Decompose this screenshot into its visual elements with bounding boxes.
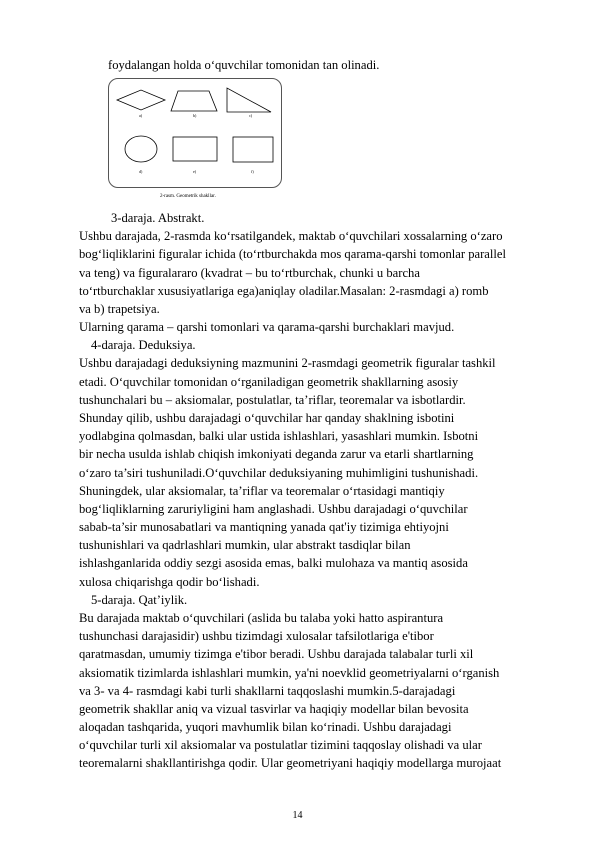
- rhombus-shape: [117, 90, 165, 110]
- paragraph-line: bir necha usulda ishlab chiqish imkoniyati deganda zarur va etarli shartlarning: [79, 447, 474, 461]
- square-shape: [233, 137, 273, 162]
- shape-label: c): [249, 113, 253, 118]
- paragraph-line: qaratmasdan, umumiy tizimga e'tibor beradi. Ushbu darajada talabalar turli xil: [79, 647, 474, 661]
- paragraph-line: etadi. O‘quvchilar tomonidan o‘rganiladigan geometrik shakllarning asosiy: [79, 375, 459, 389]
- paragraph-line: Bu darajada maktab o‘quvchilari (aslida bu talaba yoki hatto aspirantura: [79, 611, 444, 625]
- paragraph-line: teoremalarni shakllantirishga qodir. Ular geometriyani haqiqiy modellarga murojaat: [79, 756, 502, 770]
- paragraph-line: tushunchasi darajasidir) ushbu tizimdagi xulosalar tafsilotlariga e'tibor: [79, 629, 434, 643]
- paragraph-line: geometrik shakllar aniq va vizual tasvirlar va haqiqiy modellar bilan bevosita: [79, 702, 469, 716]
- page-number: 14: [292, 810, 303, 821]
- shapes-drawing: [109, 79, 283, 189]
- shape-label: f): [251, 169, 254, 174]
- shape-label: e): [193, 169, 197, 174]
- paragraph-line: o‘zaro ta’siri tushuniladi.O‘quvchilar deduksiyaning muhimligini tushunishadi.: [79, 466, 479, 480]
- paragraph-line: ishlashganlarida oddiy sezgi asosida emas, balki mulohaza va mantiq asosida: [79, 556, 468, 570]
- geometric-shapes-figure: [108, 78, 282, 188]
- paragraph-line: va 3- va 4- rasmdagi kabi turli shakllarni taqqoslashi mumkin.5-darajadagi: [79, 684, 456, 698]
- paragraph-line: tushunchalari bu – aksiomalar, postulatlar, ta’riflar, teoremalar va isbotlardir.: [79, 393, 466, 407]
- trapezoid-shape: [171, 91, 217, 111]
- section-heading: 5-daraja. Qat’iylik.: [91, 593, 188, 607]
- paragraph-line: to‘rtburchaklar xususiyatlariga ega)aniqlay oladilar.Masalan: 2-rasmdagi a) romb: [79, 284, 489, 298]
- figure-caption: 2-rasm. Geometrik shakllar.: [160, 194, 216, 199]
- paragraph-line: o‘quvchilar turli xil aksiomalar va postulatlar tizimini taqqoslay olishadi va ular: [79, 738, 482, 752]
- paragraph-line: Ushbu darajada, 2-rasmda ko‘rsatilgandek, maktab o‘quvchilari xossalarning o‘zaro: [79, 229, 503, 243]
- section-heading: 4-daraja. Deduksiya.: [91, 338, 196, 352]
- paragraph-line: Shunday qilib, ushbu darajadagi o‘quvchilar har qanday shaklning isbotini: [79, 411, 455, 425]
- intro-line: foydalangan holda o‘quvchilar tomonidan tan olinadi.: [108, 58, 380, 72]
- right-triangle-shape: [227, 88, 271, 112]
- paragraph-line: aksiomatik tizimlarda ishlashlari mumkin, ya'ni noevklid geometriyalarni o‘rganish: [79, 666, 500, 680]
- paragraph-line: Shuningdek, ular aksiomalar, ta’riflar va teoremalar o‘rtasidagi mantiqiy: [79, 484, 445, 498]
- paragraph-line: va teng) va figuralararo (kvadrat – bu to‘rtburchak, chunki u barcha: [79, 266, 420, 280]
- paragraph-line: va b) trapetsiya.: [79, 302, 160, 316]
- ellipse-shape: [125, 136, 157, 162]
- paragraph-line: tushunishlari va qadrlashlari mumkin, ular abstrakt tasdiqlar bilan: [79, 538, 411, 552]
- shape-label: a): [139, 113, 143, 118]
- paragraph-line: xulosa chiqarishga qodir bo‘lishadi.: [79, 575, 260, 589]
- paragraph-line: bog‘liqliklarning zaruriyligini ham anglashadi. Ushbu darajadagi o‘quvchilar: [79, 502, 468, 516]
- paragraph-line: Ularning qarama – qarshi tomonlari va qarama-qarshi burchaklari mavjud.: [79, 320, 455, 334]
- rectangle-shape: [173, 137, 217, 161]
- paragraph-line: bog‘liqliklarini figuralar ichida (to‘rtburchakda mos qarama-qarshi tomonlar parallel: [79, 247, 506, 261]
- paragraph-line: aloqadan tashqarida, yuqori mavhumlik bilan ko‘rinadi. Ushbu darajadagi: [79, 720, 452, 734]
- paragraph-line: Ushbu darajadagi deduksiyning mazmunini 2-rasmdagi geometrik figuralar tashkil: [79, 356, 496, 370]
- paragraph-line: yodlabgina qolmasdan, balki ular ustida ishlashlari, yasashlari mumkin. Isbotni: [79, 429, 479, 443]
- shape-label: d): [139, 169, 143, 174]
- section-heading: 3-daraja. Abstrakt.: [111, 211, 205, 225]
- paragraph-line: sabab-ta’sir munosabatlari va mantiqning yanada qat'iy tizimiga ehtiyojni: [79, 520, 449, 534]
- shape-label: b): [193, 113, 197, 118]
